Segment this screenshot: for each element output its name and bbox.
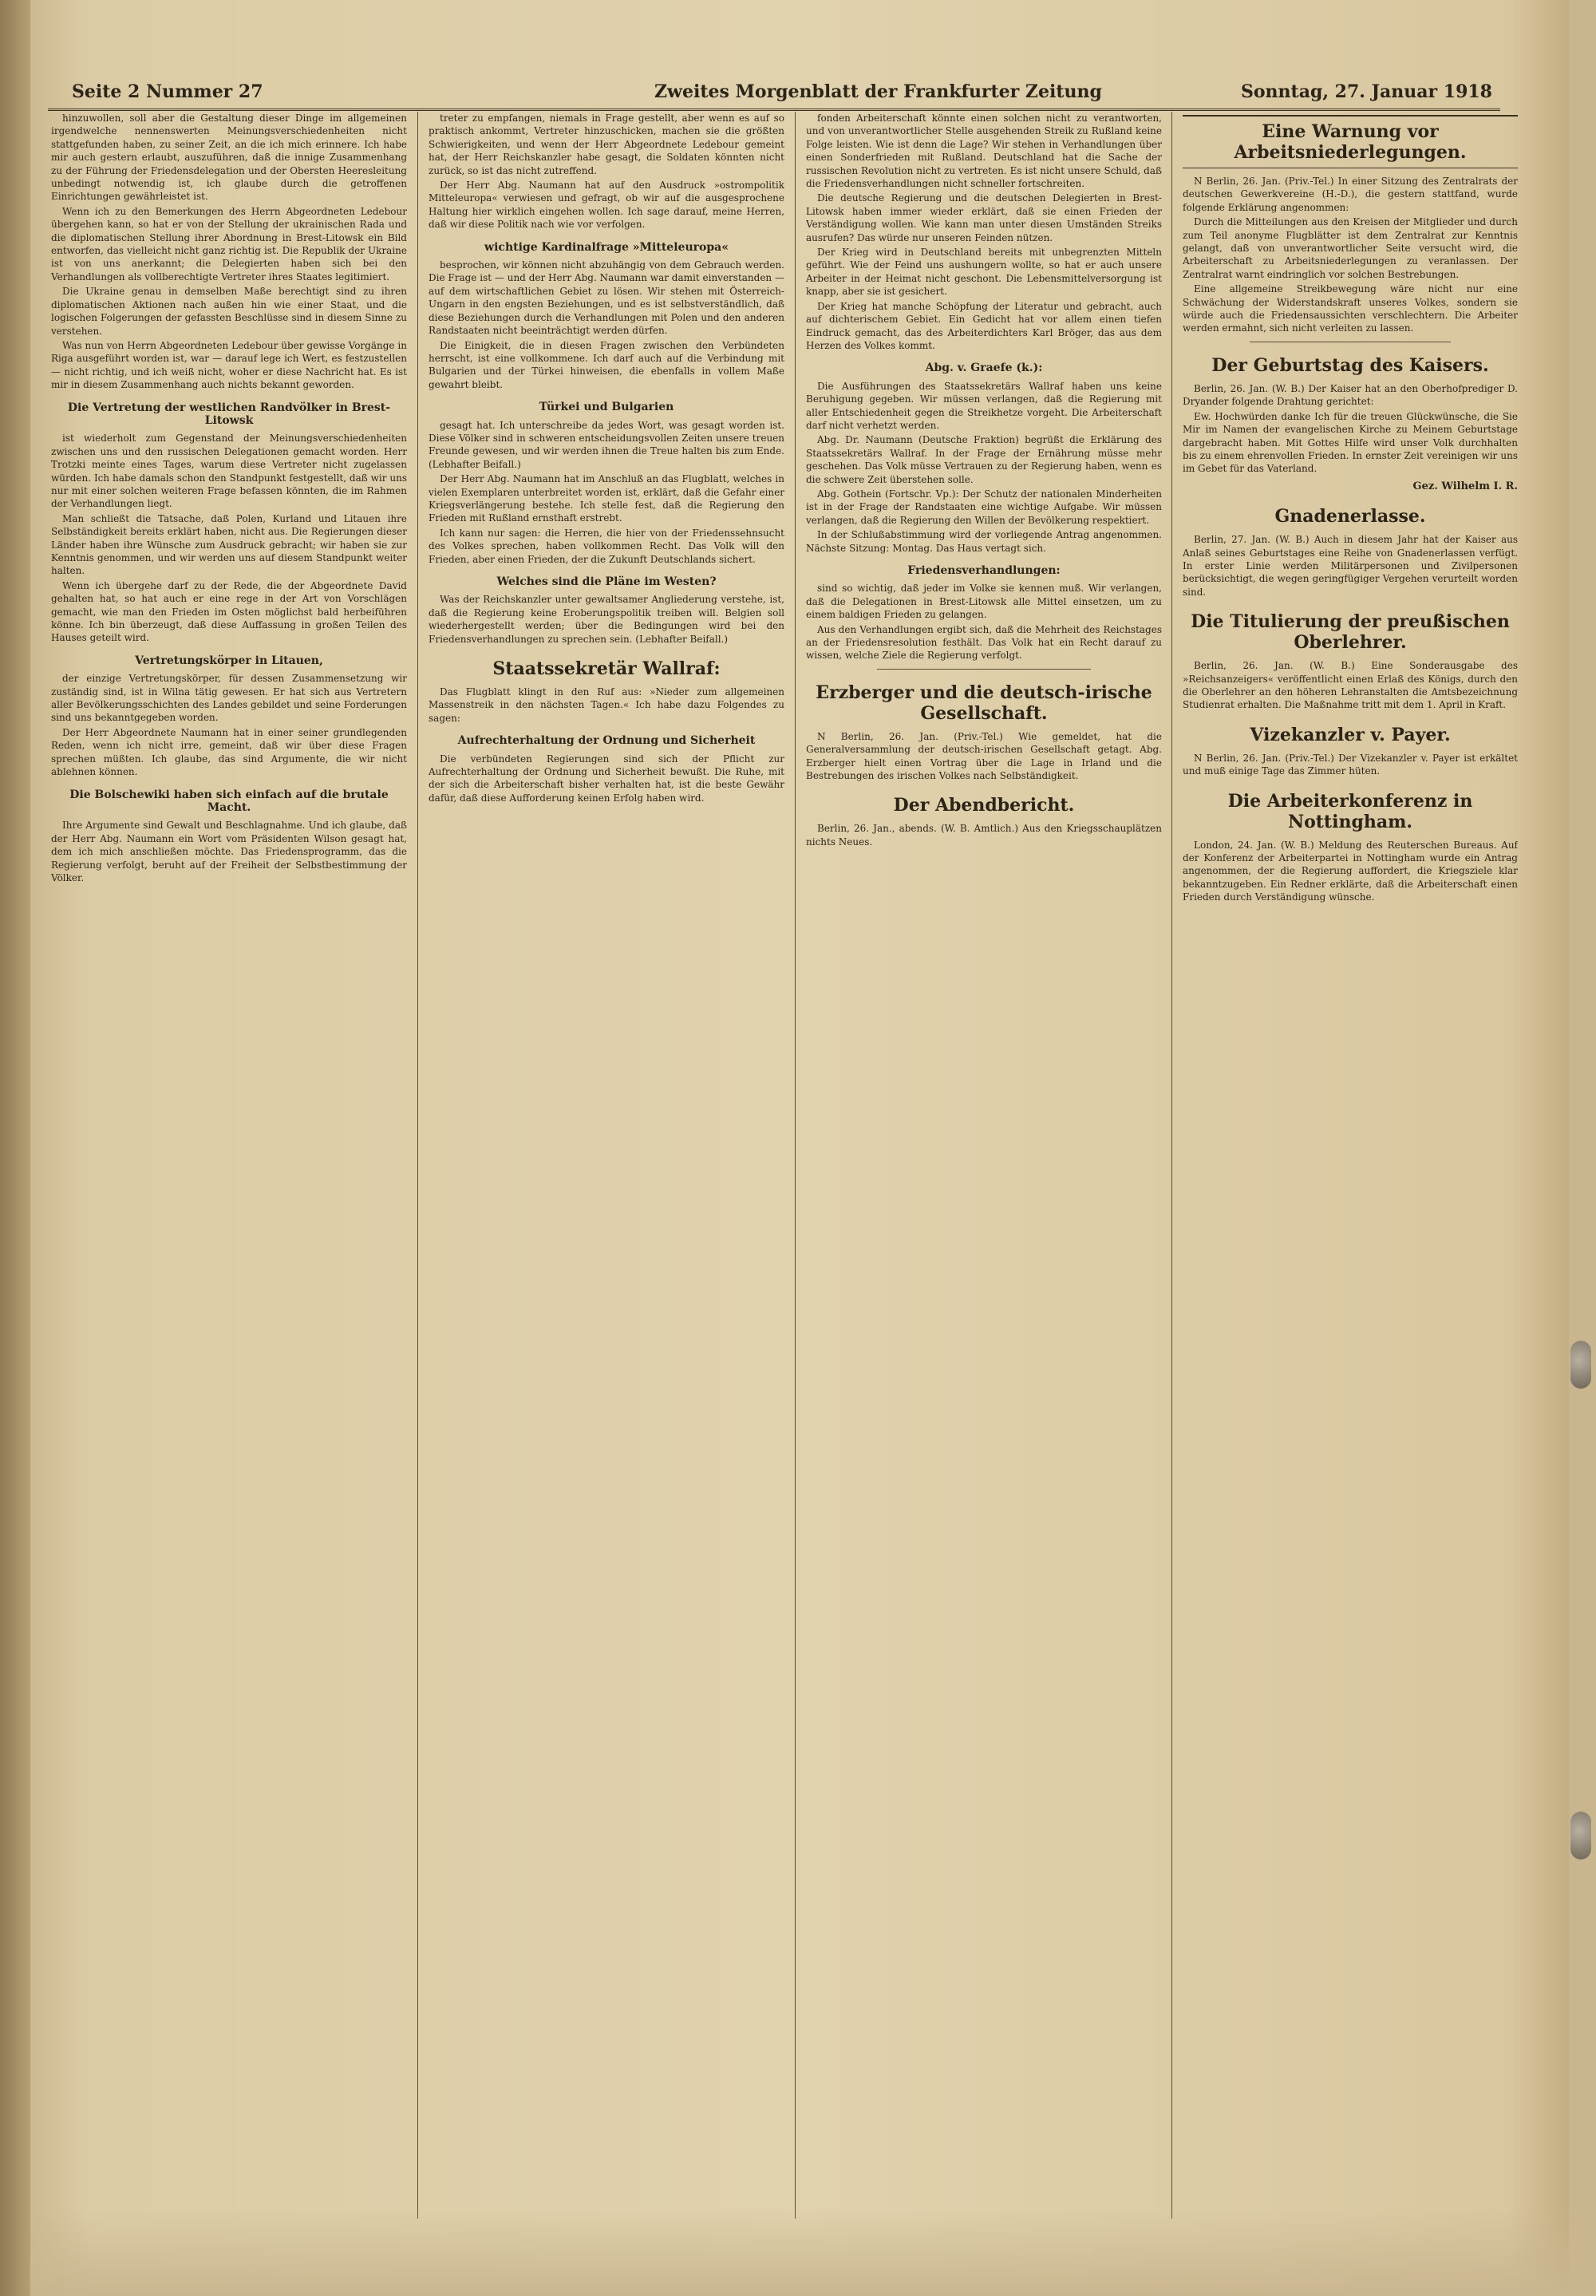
column-rule [795,112,796,2219]
article-paragraph: Der Herr Abgeordnete Naumann hat in einer seiner grundlegenden Reden, wenn ich nicht irre, gemeint, daß wir über diese Fragen sprechen müßten. Ich glaube, das sind Argumente, die wir nicht ablehnen können. [51,726,407,778]
issue-date: Sonntag, 27. Januar 1918 [1241,81,1492,102]
article-paragraph: treter zu empfangen, niemals in Frage gestellt, aber wenn es auf so praktisch ankommt, Vertreter hinzuschicken, machen sie die größten Schwierigkeiten, und wenn der Herr Abgeordnete Ledebour gemeint hat, der Herr Reichskanzler habe gesagt, die Soldaten könnten nicht zurück, so ist das nicht zutreffend. [429,113,784,176]
article-paragraph: Aus den Verhandlungen ergibt sich, daß die Mehrheit des Reichstages an der Friedensresolution festhält. Das Volk hat ein Recht darauf zu wissen, welche Ziele die Regierung verfolgt. [806,623,1162,662]
article-paragraph: Der Krieg hat manche Schöpfung der Literatur und gebracht, auch auf dichterischem Gebiet. Ein Gedicht hat vor allem einen tiefen Eindruck gemacht, das des Arbeiterdichters Karl Bröger, das aus dem Herzen des Volkes kommt. [806,300,1162,351]
binding-ring [1570,1341,1591,1389]
article-paragraph: N Berlin, 26. Jan. (Priv.-Tel.) In einer Sitzung des Zentralrats der deutschen Gewerkvereine (H.-D.), die gestern stattfand, wurde folgende Erklärung angenommen: [1183,176,1518,213]
article-paragraph: Durch die Mitteilungen aus den Kreisen der Mitglieder und durch zum Teil anonyme Flugblätter ist dem Zentralrat zur Kenntnis gelangt, daß von unverantwortlicher Seite versucht wird, die Arbeiterschaft zu Arbeitsniederlegungen zu veranlassen. Der Zentralrat warnt eindringlich vor solchen Bestrebungen. [1183,216,1518,280]
section-heading: Staatssekretär Wallraf: [492,658,721,680]
article-paragraph: Berlin, 26. Jan., abends. (W. B. Amtlich.) Aus den Kriegsschauplätzen nichts Neues. [806,823,1162,848]
binding-edge [0,0,30,2296]
article-paragraph: Abg. Gothein (Fortschr. Vp.): Der Schutz der nationalen Minderheiten ist in der Frage der Randstaaten eine wichtige Aufgabe. Wir müssen verlangen, daß die Regierung den Willen der Bevölkerung respektiert. [806,488,1162,526]
article-paragraph: N Berlin, 26. Jan. (Priv.-Tel.) Wie gemeldet, hat die Generalversammlung der deutsch-irischen Gesellschaft getagt. Abg. Erzberger hielt einen Vortrag über die Lage in Irland und die Bestrebungen des irischen Volkes nach Selbständigkeit. [806,730,1162,782]
subheading: Abg. v. Graefe (k.): [925,362,1043,375]
article-paragraph: Ihre Argumente sind Gewalt und Beschlagnahme. Und ich glaube, daß der Herr Abg. Naumann ein Wort vom Präsidenten Wilson gesagt hat, dem ich mich anschließen möchte. Das Friedensprogramm, das die Regierung verfolgt, beruht auf der Freiheit der Selbstbestimmung der Völker. [51,820,407,883]
column-3 [806,112,1162,2203]
section-heading: Vizekanzler v. Payer. [1250,724,1451,745]
article-paragraph: Abg. Dr. Naumann (Deutsche Fraktion) begrüßt die Erklärung des Staatssekretärs Wallraf. In der Frage der Ernährung müsse mehr geschehen. Das Volk müsse Vertrauen zu der Regierung haben, wenn es die schwere Zeit überstehen solle. [806,434,1162,485]
section-heading: Erzberger und die deutsch-irische Gesellschaft. [816,682,1152,724]
article-paragraph: Berlin, 26. Jan. (W. B.) Eine Sonderausgabe des »Reichsanzeigers« veröffentlicht einen Erlaß des Königs, durch den die Oberlehrer an den höheren Lehranstalten die Amtsbezeichnung Studienrat erhalten. Die Maßnahme tritt mit dem 1. April in Kraft. [1183,660,1518,711]
section-heading: Gnadenerlasse. [1274,506,1426,528]
article-paragraph: Wenn ich zu den Bemerkungen des Herrn Abgeordneten Ledebour übergehen kann, so hat er von der Stellung der ukrainischen Rada und die diplomatischen Stellung ihrer Abordnung in Brest-Litowsk ein Bild entworfen, das vielleicht nicht ganz richtig ist. Die Republik der Ukraine ist von uns anerkannt; die Delegierten haben sich bei den Verhandlungen als vollberechtigte Vertreter ihres Staates legitimiert. [51,205,407,283]
column-rule [1171,112,1172,2219]
article-paragraph: Die Ukraine genau in demselben Maße berechtigt sind zu ihren diplomatischen Aktionen nach außen hin wie einer Staat, und die logischen Folgerungen der gefassten Beschlüsse sind in diesem Sinne zu verstehen. [51,286,407,337]
section-heading: Der Abendbericht. [893,795,1075,816]
section-heading: Die Arbeiterkonferenz in Nottingham. [1227,790,1473,832]
subheading: Aufrechterhaltung der Ordnung und Sicherheit [457,734,756,748]
article-paragraph: Eine allgemeine Streikbewegung wäre nicht nur eine Schwächung der Widerstandskraft unseres Volkes, sondern sie würde auch die Friedensaussichten verschlechtern. Die Arbeiter werden ermahnt, sich nicht verleiten zu lassen. [1183,283,1518,334]
article-paragraph: N Berlin, 26. Jan. (Priv.-Tel.) Der Vizekanzler v. Payer ist erkältet und muß einige Tage das Zimmer hüten. [1183,752,1518,777]
signature: Gez. Wilhelm I. R. [1412,480,1518,492]
subheading: Welches sind die Pläne im Westen? [496,575,717,588]
article-paragraph: Berlin, 26. Jan. (W. B.) Der Kaiser hat an den Oberhofprediger D. Dryander folgende Drahtung gerichtet: [1183,382,1518,408]
article-paragraph: Die Ausführungen des Staatssekretärs Wallraf haben uns keine Beruhigung gegeben. Wir müssen verlangen, daß die Regierung mit aller Entschiedenheit gegen die Streikhetze vorgeht. Die Arbeiterschaft darf nicht verhetzt werden. [806,380,1162,431]
article-paragraph: Das Flugblatt klingt in den Ruf aus: »Nieder zum allgemeinen Massenstreik in den nächsten Tagen.« Ich habe dazu Folgendes zu sagen: [429,686,784,724]
section-heading: Eine Warnung vor Arbeitsniederlegungen. [1183,115,1518,168]
article-paragraph: der einzige Vertretungskörper, für dessen Zusammensetzung wir zuständig sind, ist in Wilna tätig gewesen. Er hat sich aus Vertretern aller Bevölkerungsschichten des Landes gebildet und seine Forderungen sind uns bekanntgegeben worden. [51,673,407,724]
article-paragraph: Was der Reichskanzler unter gewaltsamer Angliederung verstehe, ist, daß die Regierung keine Eroberungspolitik treiben will. Belgien soll wiederhergestellt werden; über die Bedingungen wird bei den Friedensverhandlungen zu sprechen sein. (Lebhafter Beifall.) [429,594,784,645]
article-paragraph: Der Krieg wird in Deutschland bereits mit unbegrenzten Mitteln geführt. Wie der Feind uns aushungern wollte, so hat er auch unsere Arbeiter in der Heimat nicht geschont. Die Lebensmittelversorgung ist knapp, aber sie ist gesichert. [806,247,1162,298]
section-heading: Der Geburtstag des Kaisers. [1211,354,1489,376]
article-paragraph: Die verbündeten Regierungen sind sich der Pflicht zur Aufrechterhaltung der Ordnung und Sicherheit bewußt. Die Ruhe, mit der sich die Arbeiterschaft bisher verhalten hat, ist die beste Gewähr dafür, daß diese Aufforderung keinen Erfolg haben wird. [429,753,784,804]
subheading: wichtige Kardinalfrage »Mitteleuropa« [484,240,729,254]
page-label: Seite 2 Nummer 27 [72,81,263,102]
column-2 [429,112,784,2203]
column-rule [417,112,418,2219]
subheading: Die Bolschewiki haben sich einfach auf die brutale Macht. [69,788,389,814]
page-bottom-margin [30,2208,1569,2296]
article-paragraph: Ew. Hochwürden danke Ich für die treuen Glückwünsche, die Sie Mir im Namen der evangelischen Kirche zu Meinem Geburtstage dargebracht haben. Mit Gottes Hilfe wird unser Volk durchhalten bis zu einem ehrenvollen Frieden. In ernster Zeit vereinigen wir uns im Gebet für das Vaterland. [1183,410,1518,475]
article-paragraph: Der Herr Abg. Naumann hat auf den Ausdruck »ostrompolitik Mitteleuropa« verwiesen und gefragt, ob wir auf die ausgesprochene Haltung hier wirklich eingehen wollen. Ich sage darauf, meine Herren, daß wir diese Politik nach wie vor verfolgen. [429,180,784,231]
article-paragraph: Wenn ich übergehe darf zu der Rede, die der Abgeordnete David gehalten hat, so hat auch er eine rege in der Art von Vorschlägen gemacht, wie man den Frieden im Osten möglichst bald herbeiführen könne. Ich bin überzeugt, daß diese Auffassung in großen Teilen des Hauses geteilt wird. [51,579,407,644]
subheading: Vertretungskörper in Litauen, [135,654,323,667]
article-paragraph: Was nun von Herrn Abgeordneten Ledebour über gewisse Vorgänge in Riga ausgeführt worden ist, war — darauf lege ich Wert, es festzustellen — nicht richtig, und ich weiß nicht, woher er diese Nachricht hat. Es ist mir in diesem Zusammenhang auch nichts bekannt geworden. [51,339,407,391]
article-paragraph: In der Schlußabstimmung wird der vorliegende Antrag angenommen. Nächste Sitzung: Montag. Das Haus vertagt sich. [806,529,1162,554]
article-paragraph: Der Herr Abg. Naumann hat im Anschluß an das Flugblatt, welches in vielen Exemplaren unterbreitet worden ist, erklärt, daß die Gefahr einer Kriegsverlängerung bestehe. Ich stelle fest, daß die Regierung den Frieden mit Rußland ernsthaft erstrebt. [429,473,784,524]
subheading: Friedensverhandlungen: [907,564,1061,577]
paper-title: Zweites Morgenblatt der Frankfurter Zeitung [654,81,1102,102]
article-paragraph: Man schließt die Tatsache, daß Polen, Kurland und Litauen ihre Selbständigkeit bereits erklärt haben, nicht aus. Die Regierungen dieser Länder haben ihre Wünsche zum Ausdruck gebracht; wir haben sie zur Kenntnis genommen, und wir werden uns auf diesem Standpunkt weiter halten. [51,512,407,577]
subheading: Türkei und Bulgarien [539,401,674,414]
article-paragraph: fonden Arbeiterschaft könnte einen solchen nicht zu verantworten, und von unverantwortlicher Stelle ausgehenden Streik zu Rußland keine Folge leisten. Wie ist denn die Lage? Wir stehen in Verhandlungen über einen Sonderfrieden mit Rußland. Deutschland hat die Sache der russischen Revolution nicht zu vertreten. Es ist nicht unsere Schuld, daß die Friedensverhandlungen nicht schneller fortschreiten. [806,113,1162,190]
divider [877,669,1091,670]
article-paragraph: besprochen, wir können nicht abzuhängig von dem Gebrauch werden. Die Frage ist — und der Herr Abg. Naumann war damit einverstanden — auf dem wirtschaftlichen Gebiet zu lösen. Wir stehen mit Österreich-Ungarn in den engsten Beziehungen, und es ist selbstverständlich, daß diese Beziehungen durch die Verhandlungen mit Polen und den anderen Randstaaten nicht beeinträchtigt werden dürfen. [429,259,784,337]
article-paragraph: Berlin, 27. Jan. (W. B.) Auch in diesem Jahr hat der Kaiser aus Anlaß seines Geburtstages eine Reihe von Gnadenerlassen verfügt. In erster Linie werden Militärpersonen und Zivilpersonen berücksichtigt, die wegen geringfügiger Vergehen verurteilt worden sind. [1183,534,1518,598]
article-paragraph: sind so wichtig, daß jeder im Volke sie kennen muß. Wir verlangen, daß die Delegationen in Brest-Litowsk alle Mittel einsetzen, um zu einem baldigen Frieden zu gelangen. [806,583,1162,621]
section-heading: Die Titulierung der preußischen Oberlehrer. [1191,611,1510,654]
article-paragraph: Die deutsche Regierung und die deutschen Delegierten in Brest-Litowsk haben immer wieder erklärt, daß sie einen Frieden der Verständigung wollen. Wie kann man unter diesen Umständen Streiks ausrufen? Das würde nur unseren Feinden nützen. [806,192,1162,243]
article-paragraph: Die Einigkeit, die in diesen Fragen zwischen den Verbündeten herrscht, ist eine vollkommene. Ich darf auch auf die Verbindung mit Bulgarien und der Türkei hinweisen, die ebenfalls in vollem Maße gewahrt bleibt. [429,339,784,390]
article-paragraph: gesagt hat. Ich unterschreibe da jedes Wort, was gesagt worden ist. Diese Völker sind in schweren entscheidungsvollen Zeiten unsere treuen Freunde gewesen, und wir werden ihnen die Treue halten bis zum Ende. (Lebhafter Beifall.) [429,419,784,470]
subheading: Die Vertretung der westlichen Randvölker in Brest-Litowsk [67,401,391,427]
column-4 [1183,112,1518,2203]
article-paragraph: Ich kann nur sagen: die Herren, die hier von der Friedenssehnsucht des Volkes sprechen, haben vollkommen Recht. Das Volk will den Frieden, aber einen Frieden, der die Zukunft Deutschlands sichert. [429,527,784,565]
article-paragraph: ist wiederholt zum Gegenstand der Meinungsverschiedenheiten zwischen uns und den russischen Delegationen gemacht worden. Herr Trotzki meinte eines Tages, warum diese Vertreter nicht zugelassen würden. Ich habe damals schon den Standpunkt festgestellt, daß wir uns nur mit einer solchen weiteren Frage befassen könnten, die im Rahmen der Verhandlungen liegt. [51,433,407,510]
binding-ring [1570,1812,1591,1859]
masthead [48,77,1500,111]
column-1 [51,112,407,2203]
article-paragraph: hinzuwollen, soll aber die Gestaltung dieser Dinge im allgemeinen irgendwelche nennenswerten Meinungsverschiedenheiten nicht stattgefunden haben, zu seiner Zeit, an die ich mich erinnere. Ich habe mir auch gestern erlaubt, auszuführen, daß die innige Zusammenhang zu der Führung der Friedensdelegation und der Obersten Heeresleitung unbedingt notwendig ist, ich glaube durch die getroffenen Einrichtungen gewährleistet ist. [51,113,407,203]
article-paragraph: London, 24. Jan. (W. B.) Meldung des Reuterschen Bureaus. Auf der Konferenz der Arbeiterpartei in Nottingham wurde ein Antrag angenommen, der die Regierung auffordert, die Kriegsziele klar bekanntzugeben. Ein Redner erklärte, daß die Arbeiterschaft einen Frieden durch Verständigung wünsche. [1183,839,1518,903]
